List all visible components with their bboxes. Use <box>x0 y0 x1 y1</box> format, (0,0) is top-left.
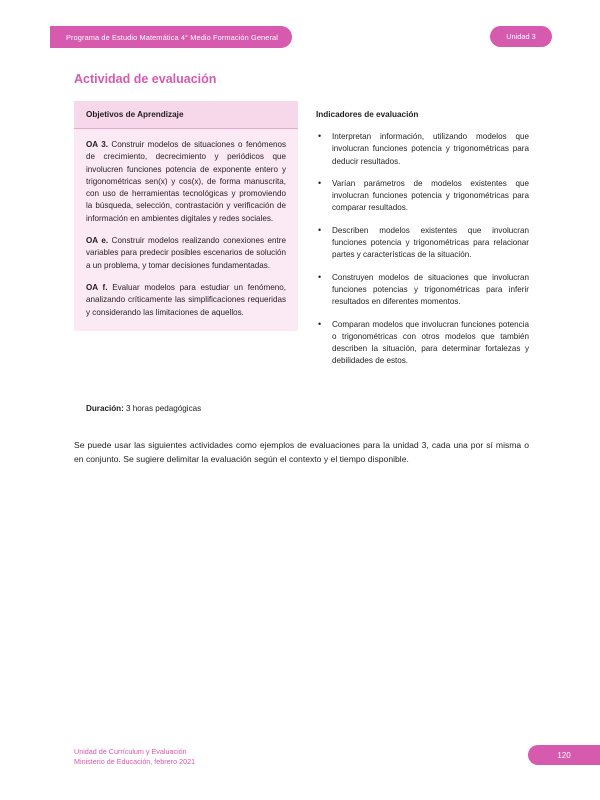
page-title: Actividad de evaluación <box>74 72 217 86</box>
objective-item <box>86 282 286 319</box>
header-unit-badge: Unidad 3 <box>490 26 552 47</box>
objectives-indicators-table <box>74 101 529 378</box>
objectives-column <box>74 101 298 378</box>
footer-line-1: Unidad de Currículum y Evaluación <box>74 747 187 756</box>
objective-text: Construir modelos realizando conexiones entre variables para predecir posibles escenarios de solución a un problema, y tomar decisiones fundamentadas. <box>86 236 286 270</box>
page-footer <box>0 747 600 769</box>
footer-institution <box>74 747 195 768</box>
indicators-column-body <box>316 128 529 368</box>
indicators-list <box>316 131 529 368</box>
list-item: • Describen modelos existentes que involucran funciones potencia y trigonométricas para relacionar partes y características de la situación. <box>316 225 529 262</box>
objective-code: OA 3. <box>86 140 109 149</box>
list-item: • Comparan modelos que involucran funciones potencia o trigonométricas con otros modelos que también describen la situación, para determinar fortalezas y debilidades de estos. <box>316 319 529 368</box>
list-item: • Construyen modelos de situaciones que involucran funciones potencias y trigonométricas para inferir resultados en diferentes momentos. <box>316 272 529 309</box>
duration-value: 3 horas pedagógicas <box>123 404 202 413</box>
objective-text: Construir modelos de situaciones o fenómenos de crecimiento, decrecimiento y periódicos que involucren funciones potencia de exponente entero y trigonométricas sen(x) y cos(x), de forma manuscrita, con uso de herramientas tecnológicas y promoviendo la búsqueda, selección, contrastación y verificación de información en ambientes digitales y redes sociales. <box>86 140 286 223</box>
evaluation-note: Se puede usar las siguientes actividades como ejemplos de evaluaciones para la unidad 3, cada una por sí misma o en conjunto. Se sugiere delimitar la evaluación según el contexto y el tiempo disponible. <box>74 440 529 464</box>
objective-item <box>86 235 286 272</box>
objectives-column-header: Objetivos de Aprendizaje <box>74 101 298 129</box>
page-header <box>0 26 600 48</box>
duration-label: Duración: <box>86 404 124 413</box>
objectives-column-body <box>74 129 298 331</box>
objective-item <box>86 139 286 225</box>
list-item: • Varían parámetros de modelos existentes que involucran funciones potencia y trigonométricas para comparar resultados. <box>316 178 529 215</box>
objective-text: Evaluar modelos para estudiar un fenómeno, analizando críticamente las simplificaciones requeridas y considerando las limitaciones de aquellos. <box>86 282 286 317</box>
page-number: 120 <box>528 745 600 765</box>
indicators-column-header: Indicadores de evaluación <box>316 110 419 119</box>
footer-line-2: Ministerio de Educación, febrero 2021 <box>74 757 196 767</box>
objective-code: OA f. <box>86 282 108 292</box>
indicators-column <box>298 101 529 378</box>
header-program-banner: Programa de Estudio Matemática 4° Medio Formación General <box>50 26 292 48</box>
objective-code: OA e. <box>86 236 109 246</box>
duration-line <box>86 404 201 413</box>
list-item: • Interpretan información, utilizando modelos que involucran funciones potencia y trigonométricas para deducir resultados. <box>316 131 529 168</box>
